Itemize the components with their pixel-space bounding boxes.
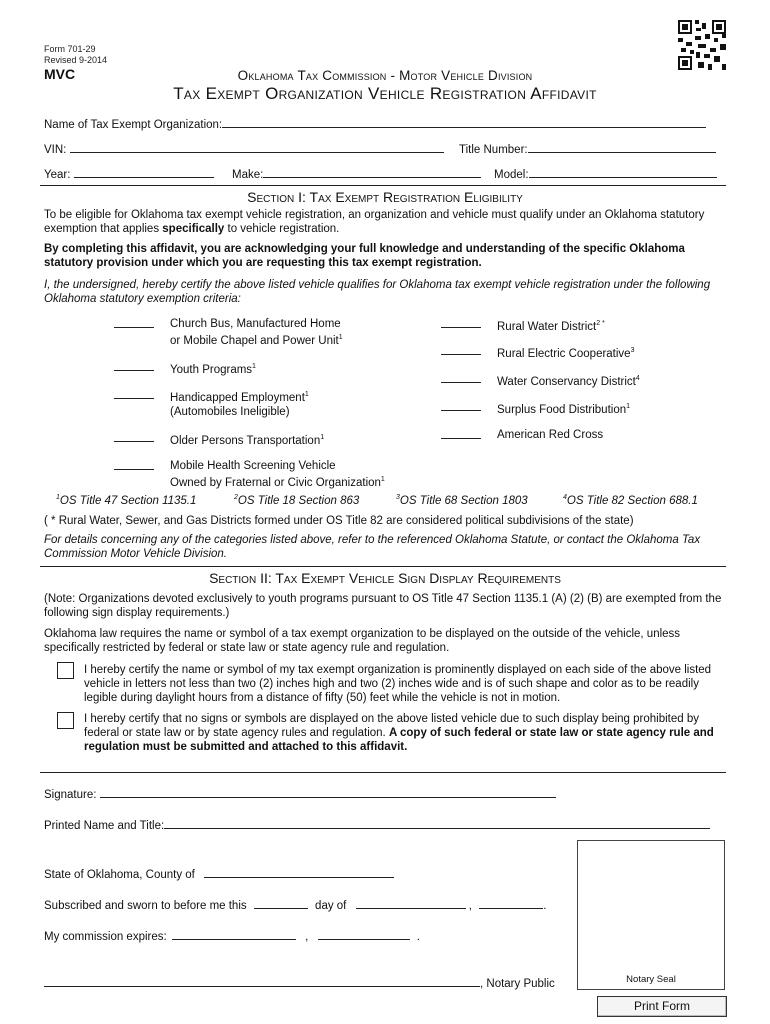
food-blank[interactable] [441, 400, 481, 411]
handicapped-label: Handicapped Employment [170, 391, 305, 404]
title-number-label: Title Number: [459, 144, 528, 156]
notary-field [44, 975, 555, 990]
church-label-2: or Mobile Chapel and Power Unit [170, 334, 339, 347]
list-item-food [441, 400, 631, 416]
notary-seal-box [577, 840, 725, 990]
model-field [494, 166, 717, 181]
vin-input[interactable] [70, 141, 444, 153]
county-field [44, 866, 394, 881]
older-blank[interactable] [114, 431, 154, 442]
electric-footnote: 3 [630, 347, 635, 354]
year-label: Year: [44, 169, 71, 181]
agency-code: MVC [44, 66, 76, 82]
notary-seal-label: Notary Seal [626, 974, 676, 985]
year-input[interactable] [74, 166, 214, 178]
older-label: Older Persons Transportation [170, 434, 321, 447]
qr-code-icon [678, 20, 726, 70]
rural-note: ( * Rural Water, Sewer, and Gas Districts formed under OS Title 82 are considered political subdivisions of the state) [44, 515, 634, 527]
youth-blank[interactable] [114, 360, 154, 371]
display-certify-text: I hereby certify the name or symbol of my tax exempt organization is prominently displayed on each side of the above listed vehicle in letters not less than two (2) inches high and two (2) inches wide and is of such shape and color as to be readily legible during daylight hours from a distance of fifty (50) feet while the vehicle is not in motion. [84, 664, 712, 704]
section1-title: Section I: Tax Exempt Registration Eligibility [247, 189, 523, 205]
footnote-2: $^2$OS Title 18 Section 863 [234, 494, 360, 507]
prohibited-certify-checkbox[interactable] [57, 712, 74, 729]
make-input[interactable] [263, 166, 481, 178]
youth-exemption-note: (Note: Organizations devoted exclusively to youth programs pursuant to OS Title 47 Section 1135.1 (A) (2) (B) are exempted from the following sign display requirements.) [44, 593, 722, 619]
certify-text: I, the undersigned, hereby certify the above listed vehicle qualifies for Oklahoma tax exempt vehicle registration under the following Oklahoma statutory exemption criteria: [44, 279, 711, 305]
list-item-handicapped [114, 388, 309, 418]
org-name-label: Name of Tax Exempt Organization: [44, 119, 223, 131]
law-text: Oklahoma law requires the name or symbol of a tax exempt organization to be displayed on the outside of the vehicle, unless specifically restricted by federal or state law or state agency rule and regulation. [44, 628, 681, 654]
section-divider [40, 185, 726, 186]
section2-title: Section II: Tax Exempt Vehicle Sign Display Requirements [209, 570, 561, 586]
list-item-older [114, 431, 325, 447]
list-item-church [114, 317, 343, 347]
model-input[interactable] [529, 166, 717, 178]
commission-label: My commission expires: [44, 931, 167, 943]
list-item-redcross [441, 428, 604, 443]
display-certify-checkbox[interactable] [57, 662, 74, 679]
sworn-label: Subscribed and sworn to before me this [44, 900, 247, 912]
footnote-1: $^1$OS Title 47 Section 1135.1 [56, 494, 197, 507]
food-footnote: 1 [626, 403, 631, 410]
list-item-water [441, 317, 605, 333]
signature-field [44, 786, 556, 801]
youth-footnote: 1 [252, 363, 256, 370]
redcross-blank[interactable] [441, 428, 481, 439]
intro-text: To be eligible for Oklahoma tax exempt vehicle registration, an organization and vehicle must qualify under an Oklahoma statutory exemption that applies [44, 209, 705, 235]
county-input[interactable] [204, 866, 394, 878]
commission-date-input[interactable] [172, 928, 296, 940]
water-label: Rural Water District [497, 320, 597, 333]
county-label: State of Oklahoma, County of [44, 869, 195, 881]
make-field [232, 166, 481, 181]
conservancy-label: Water Conservancy District [497, 375, 636, 388]
acknowledgement-text: By completing this affidavit, you are acknowledging your full knowledge and understanding of the specific Oklahoma statutory provision under which you are requesting this tax exempt registration. [44, 243, 685, 269]
youth-label: Youth Programs [170, 363, 253, 376]
mobile-blank[interactable] [114, 459, 154, 470]
footnote-3: $^3$OS Title 68 Section 1803 [396, 494, 528, 507]
church-blank[interactable] [114, 317, 154, 328]
section1-intro [44, 208, 728, 236]
prohibited-certify-text [84, 712, 728, 754]
sworn-field: Subscribed and sworn to before me this day of , . [44, 897, 546, 912]
water-footnote: 2 * [596, 320, 605, 327]
older-footnote: 1 [320, 434, 325, 441]
sworn-month-input[interactable] [356, 897, 466, 909]
commission-year-input[interactable] [318, 928, 410, 940]
list-item-conservancy [441, 372, 640, 388]
print-form-button[interactable]: Print Form [597, 996, 727, 1017]
food-label: Surplus Food Distribution [497, 403, 627, 416]
mobile-label-2: Owned by Fraternal or Civic Organization [170, 476, 381, 489]
details-text: For details concerning any of the categories listed above, refer to the referenced Oklahoma Statute, or contact the Oklahoma Tax Commission Motor Vehicle Division. [44, 534, 701, 560]
title-number-input[interactable] [528, 141, 716, 153]
intro-text-end: to vehicle registration. [227, 223, 340, 235]
mobile-label: Mobile Health Screening Vehicle [170, 460, 336, 472]
prohibited-text: I hereby certify that no signs or symbols are displayed on the above listed vehicle due to such display being prohibited by federal or state law or by state agency rules and regulation. [84, 713, 699, 739]
list-item-mobile [114, 459, 385, 489]
handicapped-footnote: 1 [304, 391, 309, 398]
agency-name: Oklahoma Tax Commission - Motor Vehicle Division [237, 68, 533, 83]
sworn-day-input[interactable] [254, 897, 308, 909]
handicapped-blank[interactable] [114, 388, 154, 399]
commission-field: My commission expires: , . [44, 928, 420, 943]
org-name-input[interactable] [222, 116, 706, 128]
intro-emphasis: specifically [162, 223, 225, 235]
notary-signature-input[interactable] [44, 975, 480, 987]
page-title: Tax Exempt Organization Vehicle Registration Affidavit [173, 84, 597, 103]
signature-label: Signature: [44, 789, 97, 801]
section-divider [40, 566, 726, 567]
electric-blank[interactable] [441, 344, 481, 355]
sworn-year-input[interactable] [479, 897, 543, 909]
handicapped-label-2: (Automobiles Ineligible) [170, 405, 290, 418]
church-footnote: 1 [338, 334, 343, 341]
redcross-label: American Red Cross [497, 429, 604, 441]
church-label: Church Bus, Manufactured Home [170, 318, 341, 330]
electric-label: Rural Electric Cooperative [497, 347, 631, 360]
org-name-field [44, 116, 706, 131]
footnote-4: $^4$OS Title 82 Section 688.1 [563, 494, 698, 507]
section-divider [40, 772, 726, 773]
make-label: Make: [232, 169, 264, 181]
day-of-label: day of [315, 900, 347, 912]
printed-name-field [44, 817, 710, 832]
year-field [44, 166, 214, 181]
conservancy-blank[interactable] [441, 372, 481, 383]
model-label: Model: [494, 169, 529, 181]
revision-date: Revised 9-2014 [44, 55, 108, 65]
list-item-youth [114, 360, 256, 376]
notary-label: , Notary Public [480, 978, 555, 990]
form-number: Form 701-29 [44, 44, 96, 54]
printed-name-label: Printed Name and Title: [44, 820, 165, 832]
water-blank[interactable] [441, 317, 481, 328]
prohibited-requirement: A copy of such federal or state law or state agency rule and regulation must be submitted and attached to this affidavit. [84, 727, 714, 753]
conservancy-footnote: 4 [635, 375, 640, 382]
mobile-footnote: 1 [380, 476, 385, 483]
vin-field [44, 141, 444, 156]
list-item-electric [441, 344, 635, 360]
printed-name-input[interactable] [164, 817, 710, 829]
signature-input[interactable] [100, 786, 556, 798]
title-number-field [459, 141, 716, 156]
vin-label: VIN: [44, 144, 67, 156]
